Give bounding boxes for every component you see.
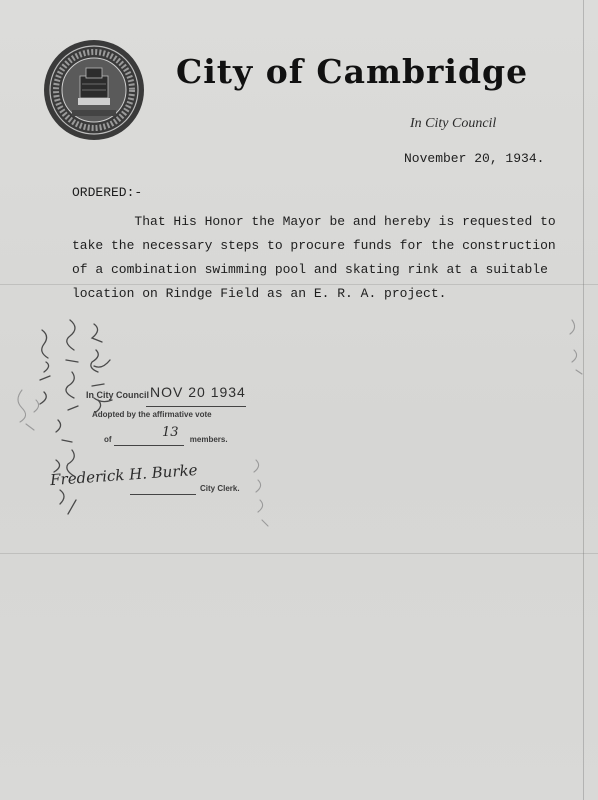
stamp-council-label: In City Council (86, 390, 149, 400)
stamp-date: NOV 20 1934 (150, 384, 246, 400)
stamp-members-label: members. (189, 435, 228, 444)
document-heading: ORDERED:- (72, 185, 143, 200)
handwritten-notes-icon (0, 300, 598, 560)
page-edge (583, 0, 584, 800)
stamp-members-row (104, 425, 228, 444)
body-line: location on Rindge Field as an E. R. A. project. (72, 286, 447, 301)
body-line: That His Honor the Mayor be and hereby is requested to (72, 214, 556, 229)
stamp-clerk-row (200, 484, 240, 493)
body-line: take the necessary steps to procure funds for the construction (72, 238, 556, 253)
stamp-adopted-text: Adopted by the affirmative vote (92, 410, 212, 419)
clerk-signature: Frederick H. Burke (49, 460, 199, 490)
stamp-underline (146, 406, 246, 407)
letterhead-title: City of Cambridge (176, 52, 529, 91)
city-seal-icon (42, 38, 146, 142)
fold-line (0, 553, 598, 554)
order-body (72, 210, 556, 306)
stamp-underline (114, 445, 184, 446)
stamp-of-label: of (104, 435, 112, 444)
stamp-clerk-label: City Clerk. (200, 484, 240, 493)
body-line: of a combination swimming pool and skating rink at a suitable (72, 262, 548, 277)
letterhead-subtitle: In City Council (410, 116, 497, 131)
stamp-members-count: 13 (162, 425, 179, 440)
stamp-underline (130, 494, 196, 495)
document-date: November 20, 1934. (404, 151, 545, 166)
